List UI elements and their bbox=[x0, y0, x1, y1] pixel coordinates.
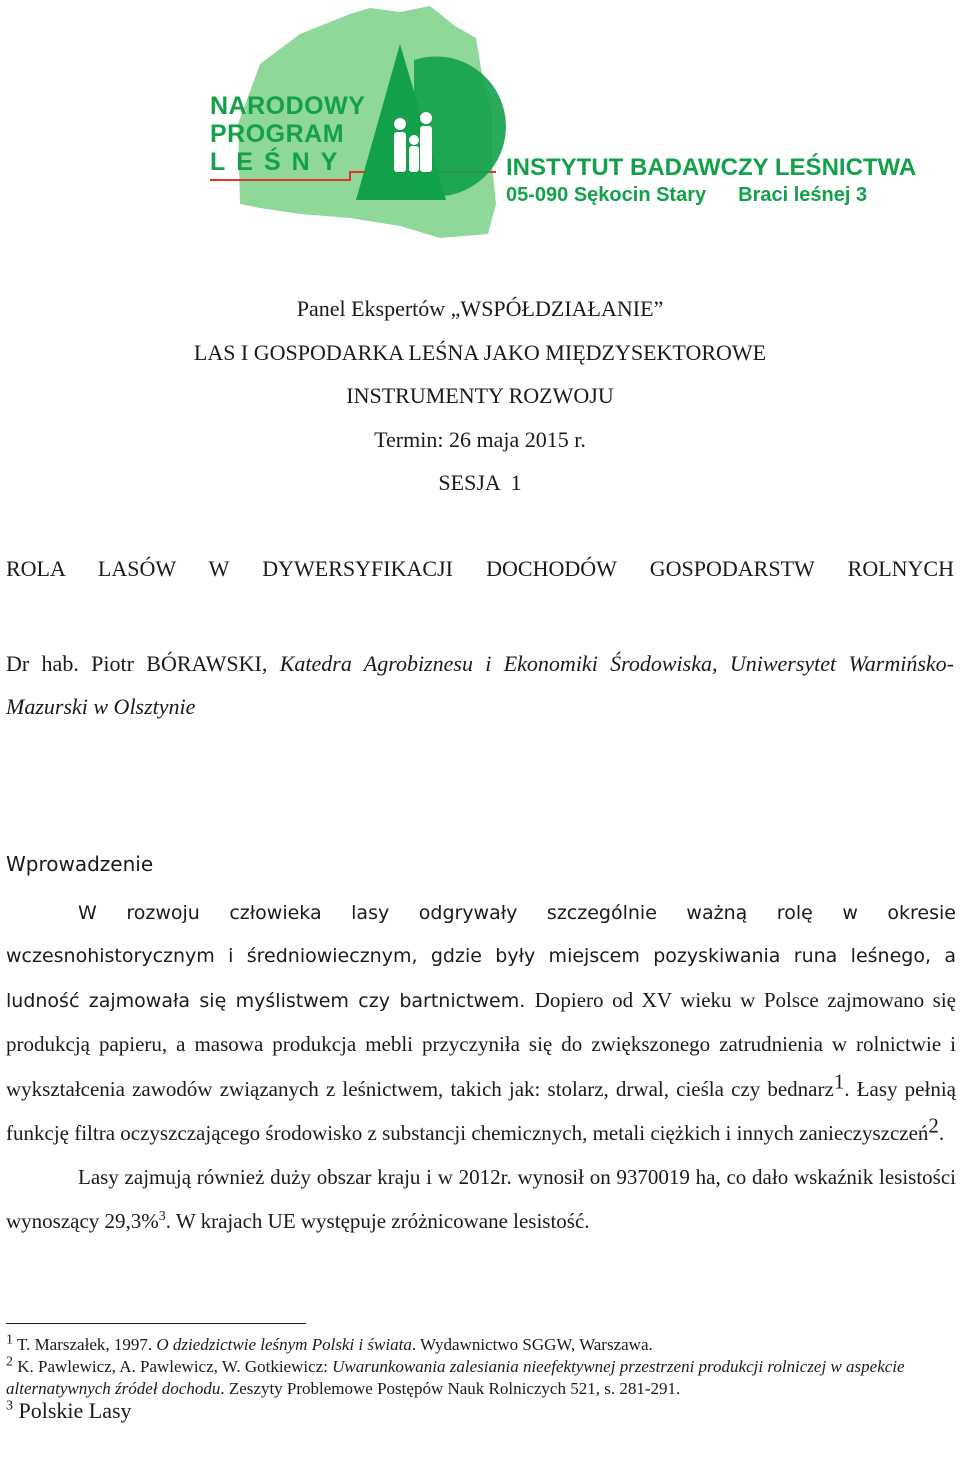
footnote-1-title: O dziedzictwie leśnym Polski i świata bbox=[156, 1335, 412, 1354]
paragraph-1-part-2: Dopiero od XV wieku w Polsce zajmowano się produkcją papieru, a masowa produkcja mebli przyczyniła się do zwiększonego zatrudnienia w rolnictwie i wykształcenia zawodów związanych z leśnictwem, takich jak: stolarz, drwal, cieśla czy bednarz bbox=[6, 987, 956, 1101]
session-label: SESJA 1 bbox=[438, 470, 522, 495]
author-affiliation: Katedra Agrobiznesu i Ekonomiki Środowiska, Uniwersytet Warmińsko-Mazurski w Olsztynie bbox=[6, 651, 955, 719]
author-block bbox=[6, 642, 954, 728]
footnote-divider bbox=[6, 1323, 306, 1324]
program-line-2: PROGRAM bbox=[210, 120, 345, 148]
institute-title: INSTYTUT BADAWCZY LEŚNICTWA bbox=[506, 154, 917, 181]
footnote-3-number: 3 bbox=[6, 1398, 13, 1414]
event-date: Termin: 26 maja 2015 r. bbox=[374, 427, 586, 452]
footnote-2-publisher: . Zeszyty Problemowe Postępów Nauk Rolniczych 521, s. 281-291. bbox=[220, 1379, 681, 1398]
institute-name bbox=[506, 154, 916, 208]
paragraph-1 bbox=[6, 892, 956, 1156]
institute-address bbox=[506, 182, 916, 208]
program-name bbox=[210, 92, 365, 176]
paragraph-1-part-4: . bbox=[938, 1121, 945, 1146]
body-text bbox=[6, 892, 956, 1243]
footnote-3-source: Polskie Lasy bbox=[13, 1398, 132, 1423]
footnote-ref-2[interactable]: 2 bbox=[928, 1113, 939, 1138]
program-line-1: NARODOWY bbox=[210, 92, 366, 120]
paragraph-2 bbox=[6, 1156, 956, 1243]
program-line-3: LEŚNY bbox=[210, 148, 349, 176]
footnote-1-publisher: . Wydawnictwo SGGW, Warszawa. bbox=[411, 1335, 653, 1354]
footnote-1-author: T. Marszałek, 1997. bbox=[13, 1335, 157, 1354]
footnote-1-number: 1 bbox=[6, 1332, 13, 1348]
author-name: Dr hab. Piotr BÓRAWSKI, bbox=[6, 651, 268, 676]
institute-city: 05-090 Sękocin Stary bbox=[506, 184, 707, 206]
footnote-2-number: 2 bbox=[6, 1354, 13, 1370]
title-line-1: LAS I GOSPODARKA LEŚNA JAKO MIĘDZYSEKTOROWE bbox=[193, 340, 767, 365]
logo bbox=[200, 4, 917, 240]
footnote-3 bbox=[6, 1400, 952, 1422]
paragraph-2-part-2: . W krajach UE występuje zróżnicowane lesistość. bbox=[165, 1208, 590, 1233]
session-title: ROLA LASÓW W DYWERSYFIKACJI DOCHODÓW GOSPODARSTW ROLNYCH bbox=[6, 556, 954, 581]
footnote-ref-1[interactable]: 1 bbox=[833, 1069, 845, 1094]
footnote-2-authors: K. Pawlewicz, A. Pawlewicz, W. Gotkiewicz: bbox=[13, 1357, 333, 1376]
footnotes bbox=[6, 1334, 952, 1422]
institute-street: Braci leśnej 3 bbox=[738, 184, 868, 206]
footnote-2 bbox=[6, 1356, 952, 1400]
footnote-ref-3[interactable]: 3 bbox=[158, 1208, 166, 1224]
footnote-2-title: Uwarunkowania zalesiania nieefektywnej przestrzeni produkcji rolniczej w aspekcie alternatywnych źródeł dochodu bbox=[6, 1357, 905, 1398]
paragraph-2-part-1: Lasy zajmują również duży obszar kraju i w 2012r. wynosił on 9370019 ha, co dało wskaźnik lesistości wynoszący 29,3% bbox=[6, 1165, 956, 1233]
panel-name: Panel Ekspertów „WSPÓŁDZIAŁANIE” bbox=[296, 296, 664, 321]
section-heading: Wprowadzenie bbox=[6, 852, 154, 876]
paragraph-1-part-1: W rozwoju człowieka lasy odgrywały szczególnie ważną rolę w okresie wczesnohistorycznym i średniowiecznym, gdzie były miejscem pozyskiwania runa leśnego, a ludność zajmowała się myślistwem czy bartnictwem. bbox=[6, 902, 956, 1012]
title-line-2: INSTRUMENTY ROZWOJU bbox=[346, 383, 614, 408]
paragraph-1-part-3: . Łasy pełnią funkcję filtra oczyszczającego środowisko z substancji chemicznych, metali ciężkich i innych zanieczyszczeń bbox=[6, 1076, 956, 1146]
footnote-1 bbox=[6, 1334, 952, 1356]
